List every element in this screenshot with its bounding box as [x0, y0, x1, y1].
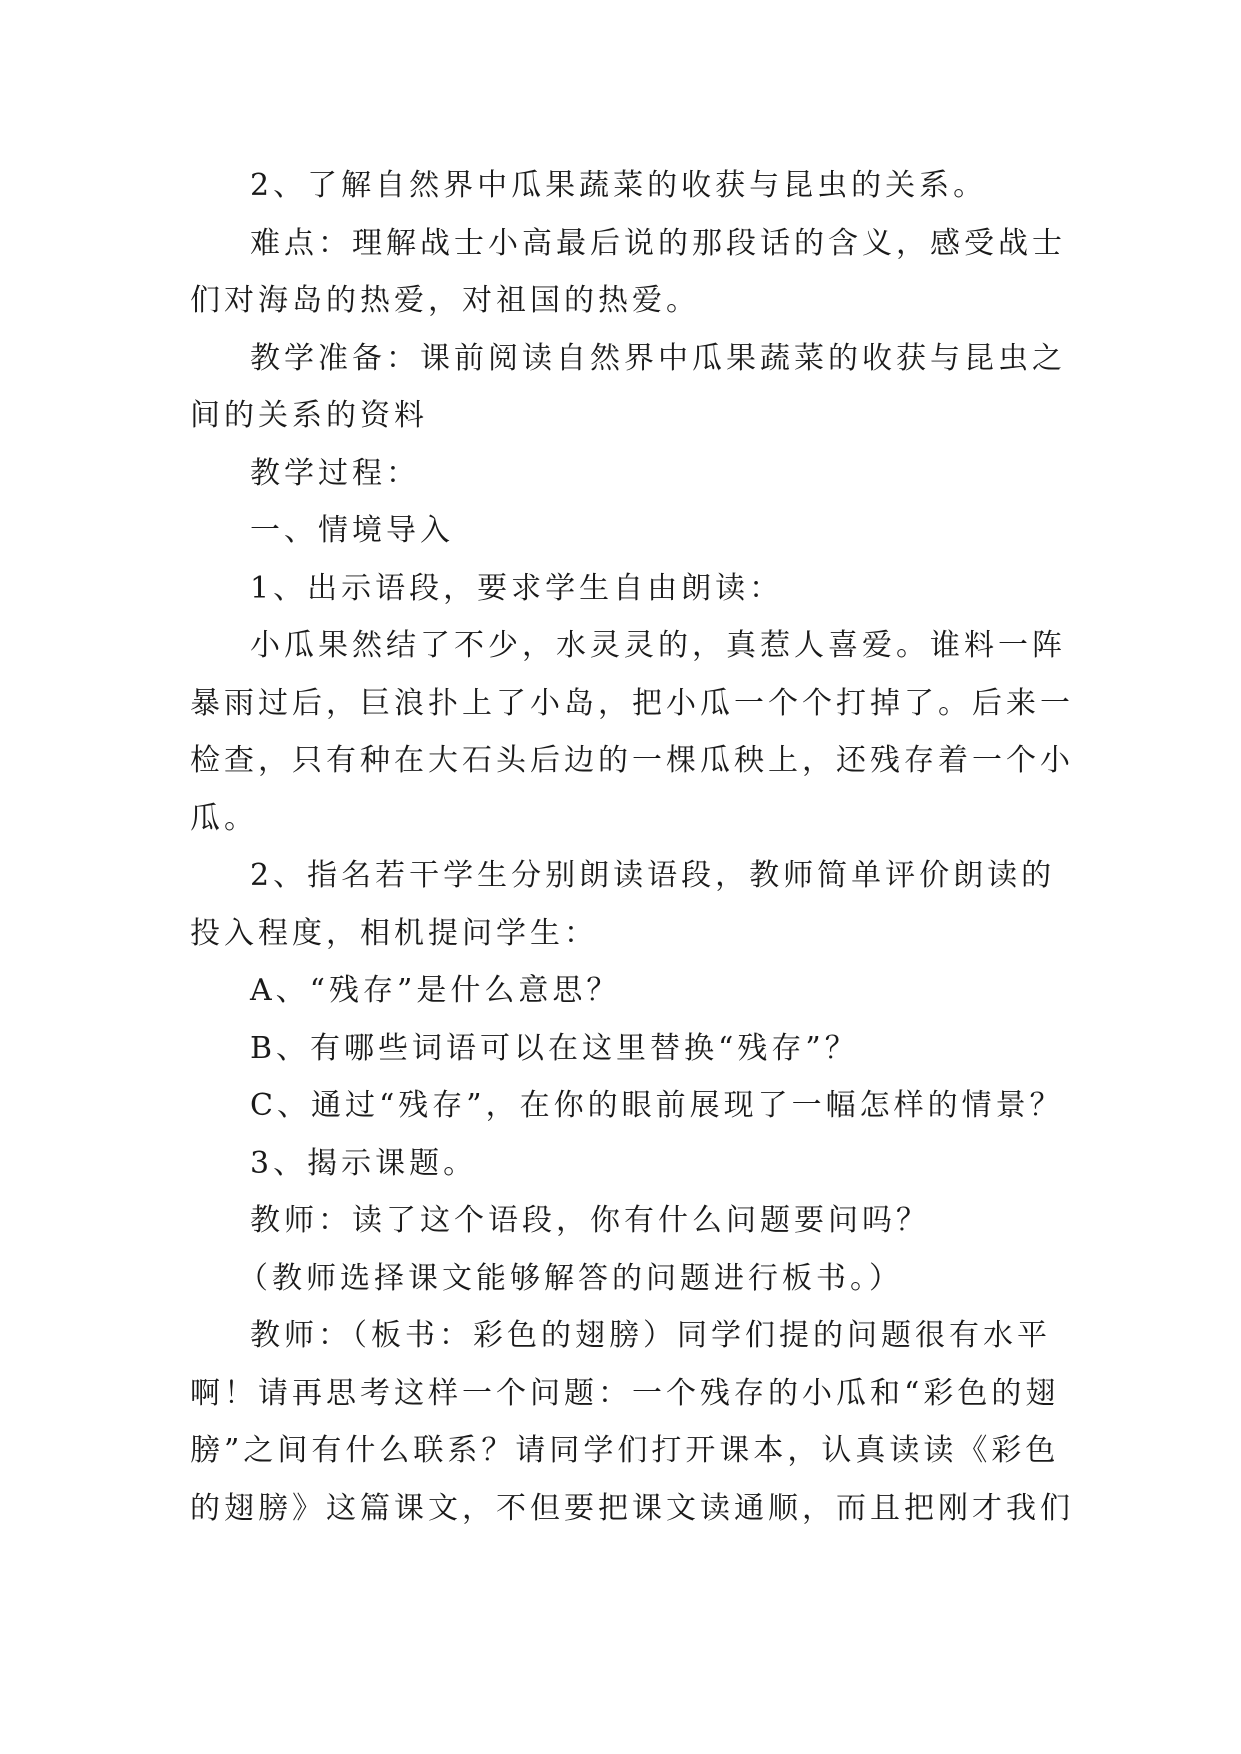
text-line: 膀”之间有什么联系？请同学们打开课本，认真读读《彩色: [190, 1433, 1060, 1468]
text-line: 教学过程：: [250, 455, 420, 491]
text-line: B、有哪些词语可以在这里替换“残存”？: [250, 1030, 859, 1066]
text-line: 的翅膀》这篇课文，不但要把课文读通顺，而且把刚才我们: [190, 1490, 1074, 1526]
text-line: 啊！请再思考这样一个问题：一个残存的小瓜和“彩色的翅: [190, 1375, 1060, 1411]
text-line: 暴雨过后，巨浪扑上了小岛，把小瓜一个个打掉了。后来一: [190, 685, 1074, 721]
document-body: [190, 157, 1074, 1537]
text-line: 教师：（板书：彩色的翅膀）同学们提的问题很有水平: [250, 1318, 1051, 1353]
text-line: （教师选择课文能够解答的问题进行板书。）: [238, 1260, 903, 1296]
text-line: 2、指名若干学生分别朗读语段，教师简单评价朗读的: [250, 858, 1056, 893]
text-line: 检查，只有种在大石头后边的一棵瓜秧上，还残存着一个小: [190, 743, 1074, 778]
text-line: 难点：理解战士小高最后说的那段话的含义，感受战士: [250, 225, 1066, 261]
text-line: 3、揭示课题。: [250, 1145, 478, 1181]
text-line: 小瓜果然结了不少，水灵灵的，真惹人喜爱。谁料一阵: [250, 628, 1066, 663]
text-line: 教师：读了这个语段，你有什么问题要问吗？: [250, 1203, 930, 1238]
text-line: 一、情境导入: [250, 513, 454, 548]
text-line: 间的关系的资料: [190, 398, 428, 433]
text-line: 们对海岛的热爱，对祖国的热爱。: [190, 283, 700, 318]
text-line: 教学准备：课前阅读自然界中瓜果蔬菜的收获与昆虫之: [250, 340, 1066, 376]
text-line: C、通过“残存”，在你的眼前展现了一幅怎样的情景？: [250, 1088, 1064, 1123]
text-line: 1、出示语段，要求学生自由朗读：: [250, 570, 784, 606]
text-line: 投入程度，相机提问学生：: [190, 915, 598, 951]
text-line: 2、了解自然界中瓜果蔬菜的收获与昆虫的关系。: [250, 168, 988, 203]
text-line: 瓜。: [190, 800, 258, 836]
text-line: A、“残存”是什么意思？: [250, 973, 621, 1008]
